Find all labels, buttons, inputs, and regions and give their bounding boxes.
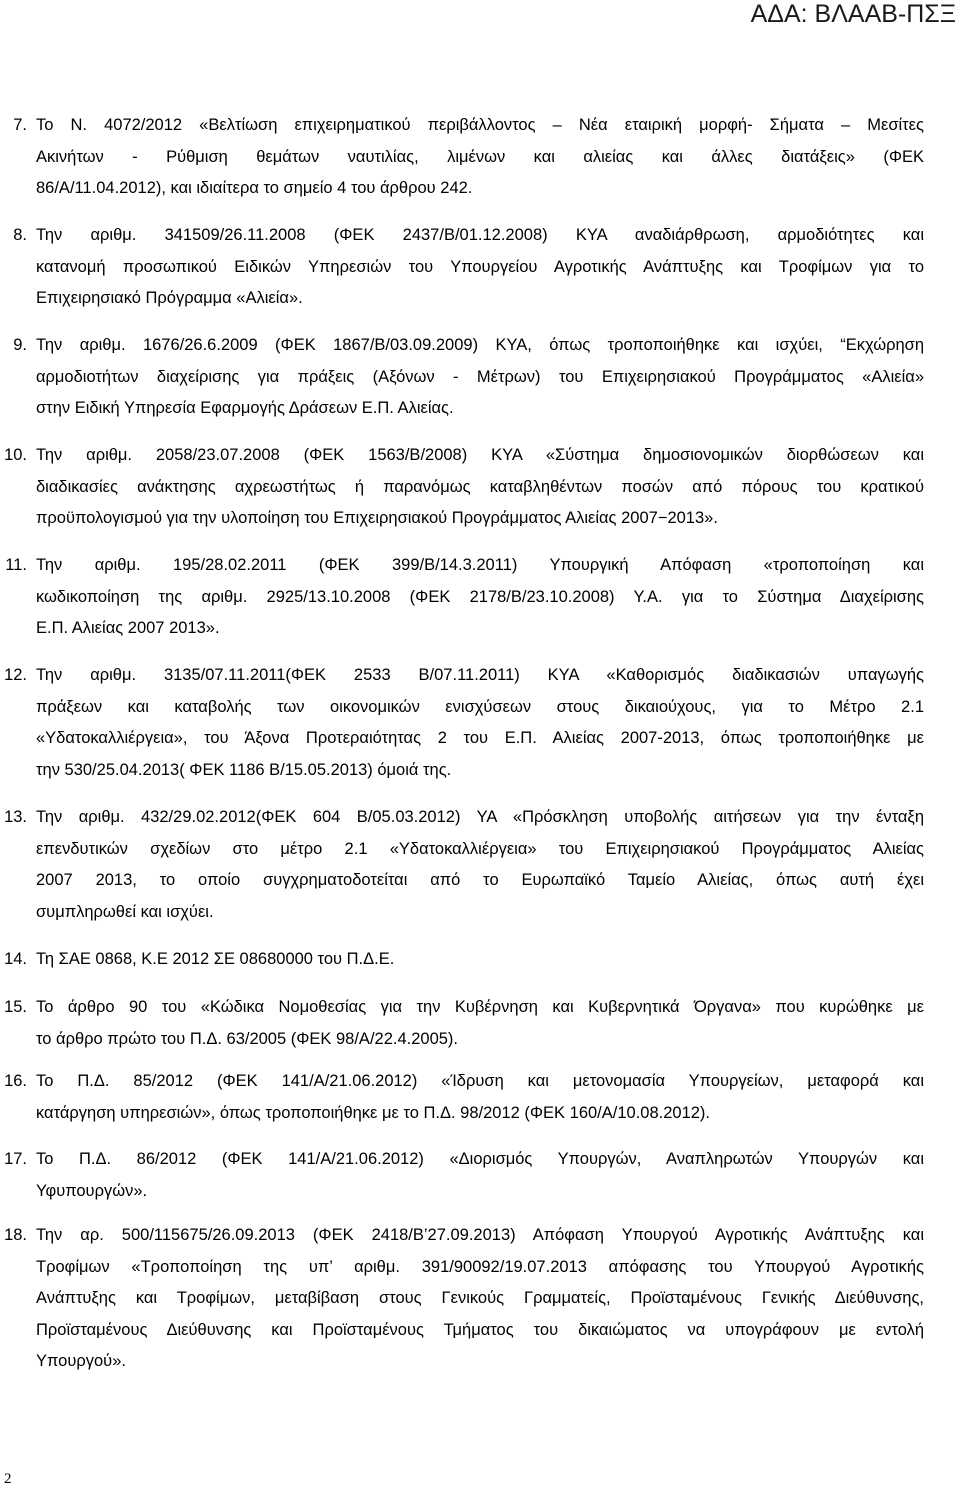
item-line: πράξεων και καταβολής των οικονομικών ενισχύσεων στους δικαιούχους, για το Μέτρο 2.1	[36, 697, 924, 716]
item-line: διαδικασίες ανάκτησης αχρεωστήτως ή παρανόμως καταβληθέντων ποσών από πόρους του κρατικού	[36, 477, 924, 496]
item-line: το άρθρο πρώτο του Π.Δ. 63/2005 (ΦΕΚ 98/Α/22.4.2005).	[36, 1029, 459, 1048]
item-text	[36, 660, 924, 786]
item-line: Το άρθρο 90 του «Κώδικα Νομοθεσίας για την Κυβέρνηση και Κυβερνητικά Όργανα» που κυρώθηκε με	[36, 998, 924, 1016]
item-text	[36, 802, 924, 928]
item-line: κατάργηση υπηρεσιών», όπως τροποποιήθηκε με το Π.Δ. 98/2012 (ΦΕΚ 160/Α/10.08.2012).	[36, 1103, 711, 1122]
item-line: «Υδατοκαλλιέργεια», του Άξονα Προτεραιότητας 2 του Ε.Π. Αλιείας 2007-2013, όπως τροποποιήθηκε με	[36, 729, 924, 748]
item-line: Το Ν. 4072/2012 «Βελτίωση επιχειρηματικού περιβάλλοντος – Νέα εταιρική μορφή- Σήματα – Μεσίτες	[36, 116, 924, 134]
item-line: Το Π.Δ. 85/2012 (ΦΕΚ 141/Α/21.06.2012) «Ίδρυση και μετονομασία Υπουργείων, μεταφορά και	[36, 1072, 924, 1090]
item-line: Την αριθμ. 432/29.02.2012(ΦΕΚ 604 Β/05.03.2012) ΥΑ «Πρόσκληση υποβολής αιτήσεων για την ένταξη	[36, 808, 924, 826]
item-line: Τη ΣΑΕ 0868, Κ.Ε 2012 ΣΕ 08680000 του Π.Δ.Ε.	[36, 950, 395, 968]
page-number: 2	[4, 1471, 12, 1487]
item-text	[36, 1220, 924, 1378]
item-line: αρμοδιοτήτων διαχείρισης για πράξεις (Αξόνων - Μέτρων) του Επιχειρησιακού Προγράμματος «Αλιεία»	[36, 367, 924, 386]
item-number: 13.	[4, 808, 27, 826]
item-line: κατανομή προσωπικού Ειδικών Υπηρεσιών του Υπουργείου Αγροτικής Ανάπτυξης και Τροφίμων για το	[36, 257, 924, 276]
item-line: Την αριθμ. 3135/07.11.2011(ΦΕΚ 2533 Β/07.11.2011) ΚΥΑ «Καθορισμός διαδικασιών υπαγωγής	[36, 666, 924, 684]
item-line: επενδυτικών σχεδίων στο μέτρο 2.1 «Υδατοκαλλιέργεια» του Επιχειρησιακού Προγράμματος Αλιείας	[36, 839, 924, 858]
item-line: Επιχειρησιακό Πρόγραμμα «Αλιεία».	[36, 289, 303, 308]
item-text	[36, 1066, 924, 1129]
item-text	[36, 550, 924, 645]
item-line: Την αριθμ. 341509/26.11.2008 (ΦΕΚ 2437/Β/01.12.2008) ΚΥΑ αναδιάρθρωση, αρμοδιότητες και	[36, 226, 924, 244]
item-line: Ανάπτυξης και Τροφίμων, μεταβίβαση στους Γενικούς Γραμματείς, Προϊσταμένους Γενικής Διεύθυνσης,	[36, 1289, 924, 1308]
item-number: 11.	[5, 556, 27, 574]
item-line: Τροφίμων «Τροποποίηση της υπ’ αριθμ. 391/90092/19.07.2013 απόφασης του Υπουργού Αγροτικής	[36, 1257, 924, 1276]
item-line: συμπληρωθεί και ισχύει.	[36, 902, 214, 921]
item-text	[36, 944, 924, 976]
item-line: Προϊσταμένους Διεύθυνσης και Προϊσταμένους Τμήματος του δικαιώματος να υπογράφουν με εντολή	[36, 1320, 924, 1339]
item-line: Την αρ. 500/115675/26.09.2013 (ΦΕΚ 2418/Β’27.09.2013) Απόφαση Υπουργού Αγροτικής Ανάπτυξης και	[36, 1226, 924, 1244]
item-number: 9.	[13, 336, 27, 354]
item-text	[36, 330, 924, 425]
item-line: κωδικοποίηση της αριθμ. 2925/13.10.2008 (ΦΕΚ 2178/Β/23.10.2008) Υ.Α. για το Σύστημα Διαχείρισης	[36, 587, 924, 606]
item-line: 86/Α/11.04.2012), και ιδιαίτερα το σημείο 4 του άρθρου 242.	[36, 179, 473, 198]
item-line: προϋπολογισμού για την υλοποίηση του Επιχειρησιακού Προγράμματος Αλιείας 2007−2013».	[36, 509, 718, 528]
item-text	[36, 110, 924, 205]
item-line: Την αριθμ. 195/28.02.2011 (ΦΕΚ 399/Β/14.3.2011) Υπουργική Απόφαση «τροποποίηση και	[36, 556, 924, 574]
item-number: 15.	[4, 998, 27, 1016]
item-line: Την αριθμ. 1676/26.6.2009 (ΦΕΚ 1867/Β/03.09.2009) ΚΥΑ, όπως τροποποιήθηκε και ισχύει, “Εκχώρηση	[36, 336, 924, 354]
item-number: 12.	[4, 666, 27, 684]
item-text	[36, 1144, 924, 1207]
item-line: 2007 2013, το οποίο συγχρηματοδοτείται από το Ευρωπαϊκό Ταμείο Αλιείας, όπως αυτή έχει	[36, 871, 924, 890]
item-line: Την αριθμ. 2058/23.07.2008 (ΦΕΚ 1563/Β/2008) ΚΥΑ «Σύστημα δημοσιονομικών διορθώσεων και	[36, 446, 924, 464]
item-text	[36, 220, 924, 315]
item-number: 10.	[4, 446, 27, 464]
item-number: 8.	[13, 226, 27, 244]
item-line: Ε.Π. Αλιείας 2007 2013».	[36, 619, 220, 638]
item-line: Το Π.Δ. 86/2012 (ΦΕΚ 141/Α/21.06.2012) «Διορισμός Υπουργών, Αναπληρωτών Υπουργών και	[36, 1150, 924, 1168]
item-number: 18.	[4, 1226, 27, 1244]
ada-code: ΑΔΑ: ΒΛΑΑΒ-ΠΣΞ	[750, 0, 956, 28]
item-text	[36, 992, 924, 1055]
item-line: Υπουργού».	[36, 1352, 126, 1371]
item-number: 14.	[4, 950, 27, 968]
item-number: 7.	[13, 116, 27, 134]
item-line: Υφυπουργών».	[36, 1181, 148, 1200]
item-number: 17.	[4, 1150, 27, 1168]
item-line: Ακινήτων - Ρύθμιση θεμάτων ναυτιλίας, λιμένων και αλιείας και άλλες διατάξεις» (ΦΕΚ	[36, 147, 924, 166]
item-line: στην Ειδική Υπηρεσία Εφαρμογής Δράσεων Ε.Π. Αλιείας.	[36, 399, 454, 418]
item-text	[36, 440, 924, 535]
item-line: την 530/25.04.2013( ΦΕΚ 1186 Β/15.05.2013) όμοιά της.	[36, 760, 452, 779]
item-number: 16.	[4, 1072, 27, 1090]
